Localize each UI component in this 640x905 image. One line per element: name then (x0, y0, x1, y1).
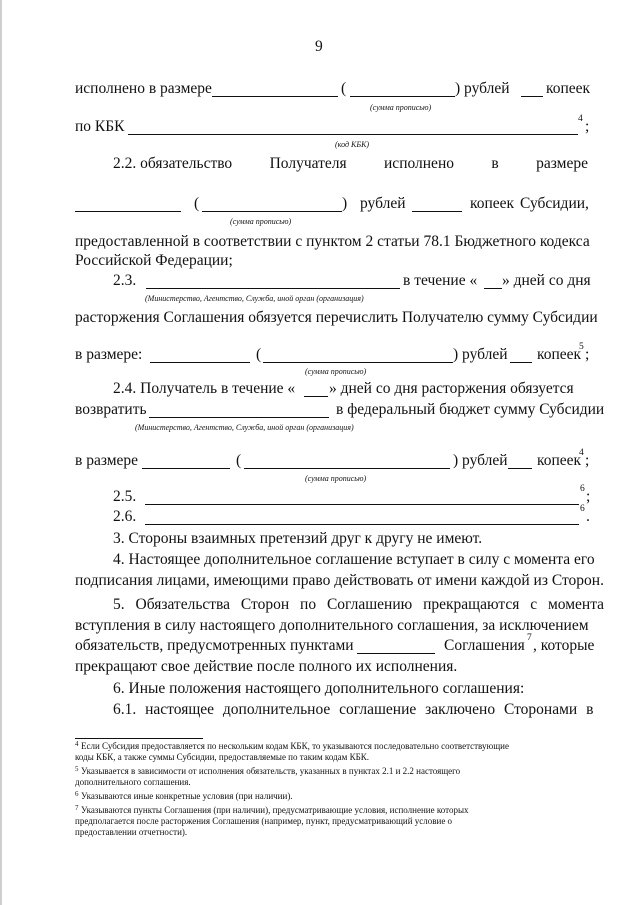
blank-days (484, 288, 502, 289)
document-page: 9 исполнено в размере ( ) рублей копеек (сумма прописью) по КБК 4 ; (код КБК) 2.2. обязательство Получателя исполнено в размере ( ) рублей копеек Субсидии, (сумма прописью) предоставленной в соответствии с пунктом 2 статьи 78.1 Бюджетного кодекса Российской Федерации; 2.3. в течение « » дней со дня (Министерство, Агентство, Служба, иной орган (организация) расторжения Соглашения обязуется перечислить Получателю сумму Субсидии в размере: ( ) рублей копеек 5 ; (сумма прописью) 2.4. Получатель в течение « » дней со дня расторжения обязуется возвратить в федеральный бюджет сумму Субсидии (Министерство, Агентство, Служба, иной орган (организация) в размере ( ) рублей копеек 4 ; (сумма прописью) 2.5. 6 ; 2.6. 6 . 3. Стороны взаимных претензий друг к другу не имеют. 4. Настоящее дополнительное соглашение вступает в силу с момента его подписания лицами, имеющими право действовать от имени каждой из Сторон. 5. Обязательства Сторон по Соглашению прекращаются с момента вступления в силу настоящего дополнительного соглашения, за исключением обязательств, предусмотренных пунктами Соглашения 7 , которые прекращают свое действие после полного их исполнения. 6. Иные положения настоящего дополнительного соглашения: 6.1. настоящее дополнительное соглашение заключено Сторонами в 4 Если Субсидия предоставляется по нескольким кодам КБК, то указываются последовательно соответствующие коды КБК, а также суммы Субсидии, предоставляемые по таким кодам КБК. 5 Указывается в зависимости от исполнения обязательств, указанных в пунктах 2.1 и 2.2 настоящего дополнительного соглашения. 6 Указываются иные конкретные условия (при наличии). 7 Указываются пункты Соглашения (при наличии), предусматривающие условия, исполнение которых предполагается после расторжения Соглашения (например, пункт, предусматривающий условие о предоставлении отчетности). (0, 0, 640, 905)
blank-kopecks (412, 211, 462, 212)
clause-3: 3. Стороны взаимных претензий друг к другу не имеют. (113, 530, 483, 547)
page-number: 9 (315, 38, 323, 55)
blank-kopecks (510, 362, 532, 363)
clause-5-line-4: прекращают свое действие после полного их исполнения. (75, 658, 458, 675)
clause-4-line-1: 4. Настоящее дополнительное соглашение вступает в силу с момента его (113, 551, 595, 568)
clause-5-line-2: вступления в силу настоящего дополнительного соглашения, за исключением (75, 617, 589, 634)
blank-amount (150, 362, 250, 363)
scan-edge (0, 0, 2, 905)
caption-sum-words: (сумма прописью) (305, 367, 367, 376)
footnote-separator (75, 738, 203, 739)
caption-organization: (Министерство, Агентство, Служба, иной орган (организация) (135, 423, 354, 432)
blank-amount (212, 96, 338, 97)
line-budget-code-ref: предоставленной в соответствии с пунктом 2 статьи 78.1 Бюджетного кодекса (75, 233, 590, 250)
clause-6-1: 6.1. настоящее дополнительное соглашение заключено Сторонами в (113, 701, 594, 718)
blank-clauses (357, 653, 435, 654)
blank-organization (146, 288, 400, 289)
blank-amount (75, 211, 181, 212)
blank-kopecks (521, 96, 543, 97)
blank-amount (142, 468, 230, 469)
line-termination-transfer: расторжения Соглашения обязуется перечислить Получателю сумму Субсидии (75, 309, 598, 326)
caption-kbk-code: (код КБК) (335, 140, 370, 149)
line-2-2: 2.2. обязательство Получателя исполнено в размере (113, 155, 588, 172)
blank-amount-words (263, 362, 453, 363)
blank-organization (149, 417, 329, 418)
blank-days (304, 396, 328, 397)
caption-sum-words: (сумма прописью) (230, 217, 292, 226)
blank-kopecks (508, 468, 532, 469)
blank-amount-words (202, 211, 342, 212)
clause-5-line-1: 5. Обязательства Сторон по Соглашению прекращаются с момента (113, 596, 605, 613)
blank-amount-words (244, 468, 450, 469)
blank-condition (145, 504, 579, 505)
clause-6: 6. Иные положения настоящего дополнительного соглашения: (113, 680, 525, 697)
line-russian-federation: Российской Федерации; (75, 252, 233, 269)
caption-sum-words: (сумма прописью) (305, 474, 367, 483)
blank-condition (145, 524, 579, 525)
caption-organization: (Министерство, Агентство, Служба, иной орган (организация) (145, 294, 364, 303)
clause-4-line-2: подписания лицами, имеющими право действовать от имени каждой из Сторон. (75, 572, 604, 589)
blank-kbk (128, 134, 578, 135)
blank-amount-words (350, 96, 455, 97)
caption-sum-words: (сумма прописью) (370, 103, 432, 112)
